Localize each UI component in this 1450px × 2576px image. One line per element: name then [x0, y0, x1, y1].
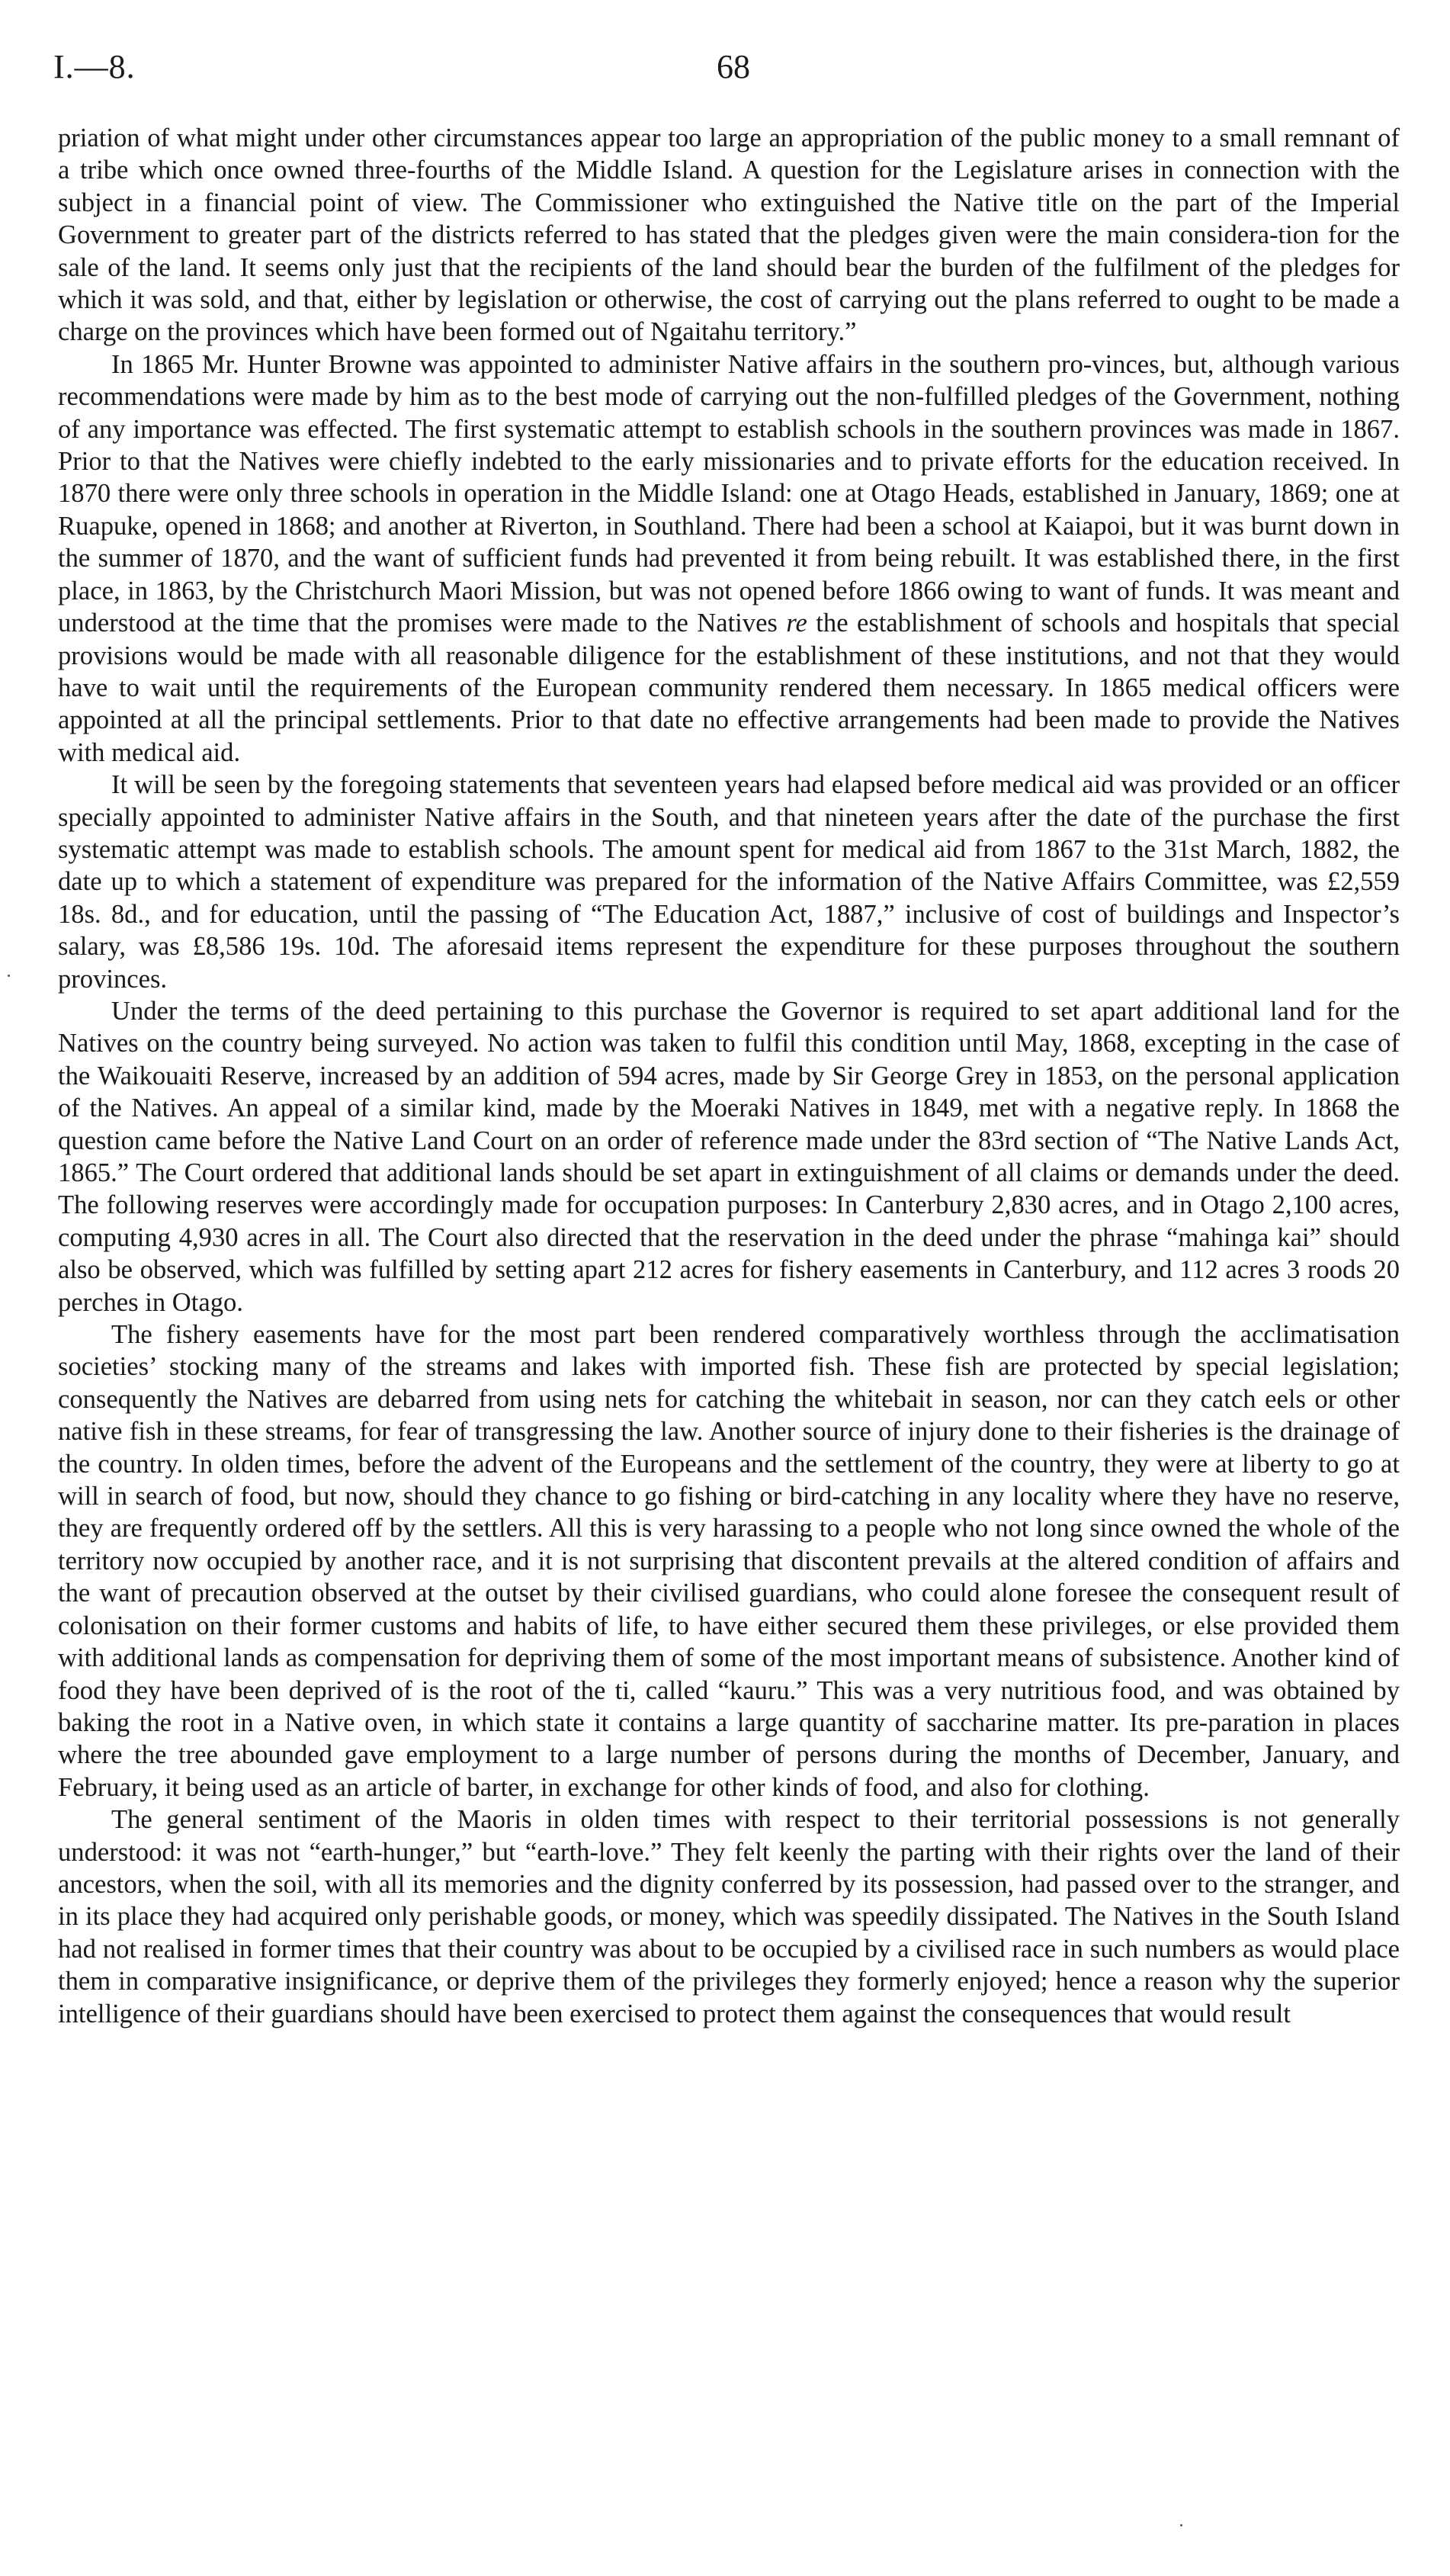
paragraph-1-continued: priation of what might under other circumstances appear too large an appropriation of the public money to a small remnant of a tribe which once owned three-fourths of the Middle Island. A question for the Legislature arises in connection with the subject in a financial point of view. The Commissioner who extinguished the Native title on the part of the Imperial Government to greater part of the districts referred to has stated that the pledges given were the main considera-tion for the sale of the land. It seems only just that the recipients of the land should bear the burden of the fulfilment of the pledges for which it was sold, and that, either by legislation or otherwise, the cost of carrying out the plans referred to ought to be made a charge on the provinces which have been formed out of Ngaitahu territory.”: [58, 124, 1400, 347]
page-number: 68: [717, 48, 750, 85]
paragraph-5: The fishery easements have for the most part been rendered comparatively worthless through the acclimatisation societies’ stocking many of the streams and lakes with imported fish. These fish are protected by special legislation; consequently the Natives are debarred from using nets for catching the whitebait in season, nor can they catch eels or other native fish in these streams, for fear of transgressing the law. Another source of injury done to their fisheries is the drainage of the country. In olden times, before the advent of the Europeans and the settlement of the country, they were at liberty to go at will in search of food, but now, should they chance to go fishing or bird-catching in any locality where they have no reserve, they are frequently ordered off by the settlers. All this is very harassing to a people who not long since owned the whole of the territory now occupied by another race, and it is not surprising that discontent prevails at the altered condition of affairs and the want of precaution observed at the outset by their civilised guardians, who could alone foresee the consequent result of colonisation on their former customs and habits of life, to have either secured them these privileges, or else provided them with additional lands as compensation for depriving them of some of the most important means of subsistence. Another kind of food they have been deprived of is the root of the ti, called “kauru.” This was a very nutritious food, and was obtained by baking the root in a Native oven, in which state it contains a large quantity of saccharine matter. Its pre-paration in places where the tree abounded gave employment to a large number of persons during the months of December, January, and February, it being used as an article of barter, in exchange for other kinds of food, and also for clothing.: [58, 1320, 1400, 1802]
scan-speck: [8, 975, 10, 977]
paragraph-2: In 1865 Mr. Hunter Browne was appointed to administer Native affairs in the southern pro-vinces, but, although various recommendations were made by him as to the best mode of carrying out the non-fulfilled pledges of the Government, nothing of any importance was effected. The first systematic attempt to establish schools in the southern provinces was made in 1867. Prior to that the Natives were chiefly indebted to the early missionaries and to private efforts for the education received. In 1870 there were only three schools in operation in the Middle Island: one at Otago Heads, established in January, 1869; one at Ruapuke, opened in 1868; and another at Riverton, in Southland. There had been a school at Kaiapoi, but it was burnt down in the summer of 1870, and the want of sufficient funds had prevented it from being rebuilt. It was established there, in the first place, in 1863, by the Christchurch Maori Mission, but was not opened before 1866 owing to want of funds. It was meant and understood at the time that the promises were made to the Natives re the establishment of schools and hospitals that special provisions would be made with all reasonable diligence for the establishment of these institutions, and not that they would have to wait until the requirements of the European community rendered them necessary. In 1865 medical officers were appointed at all the principal settlements. Prior to that date no effective arrangements had been made to provide the Natives with medical aid.: [58, 349, 1400, 767]
body-text: [58, 122, 1400, 2030]
scan-speck: [1180, 2524, 1182, 2526]
paragraph-3: It will be seen by the foregoing statements that seventeen years had elapsed before medical aid was provided or an officer specially appointed to administer Native affairs in the South, and that nineteen years after the date of the purchase the first systematic attempt was made to establish schools. The amount spent for medical aid from 1867 to the 31st March, 1882, the date up to which a statement of expenditure was prepared for the information of the Native Affairs Committee, was £2,559 18s. 8d., and for education, until the passing of “The Education Act, 1887,” inclusive of cost of buildings and Inspector’s salary, was £8,586 19s. 10d. The aforesaid items represent the expenditure for these purposes throughout the southern provinces.: [58, 770, 1400, 994]
document-reference: I.—8.: [53, 48, 136, 85]
paragraph-6: The general sentiment of the Maoris in olden times with respect to their territorial possessions is not generally understood: it was not “earth-hunger,” but “earth-love.” They felt keenly the parting with their rights over the land of their ancestors, when the soil, with all its memories and the dignity conferred by its possession, had passed over to the stranger, and in its place they had acquired only perishable goods, or money, which was speedily dissipated. The Natives in the South Island had not realised in former times that their country was about to be occupied by a civilised race in such numbers as would place them in comparative insignificance, or deprive them of the privileges they formerly enjoyed; hence a reason why the superior intelligence of their guardians should have been exercised to protect them against the consequences that would result: [58, 1805, 1400, 2028]
page-header: [53, 47, 1397, 93]
paragraph-4: Under the terms of the deed pertaining to this purchase the Governor is required to set apart additional land for the Natives on the country being surveyed. No action was taken to fulfil this condition until May, 1868, excepting in the case of the Waikouaiti Reserve, increased by an addition of 594 acres, made by Sir George Grey in 1853, on the personal application of the Natives. An appeal of a similar kind, made by the Moeraki Natives in 1849, met with a negative reply. In 1868 the question came before the Native Land Court on an order of reference made under the 83rd section of “The Native Lands Act, 1865.” The Court ordered that additional lands should be set apart in extinguishment of all claims or demands under the deed. The following reserves were accordingly made for occupation purposes: In Canterbury 2,830 acres, and in Otago 2,100 acres, computing 4,930 acres in all. The Court also directed that the reservation in the deed under the phrase “mahinga kai” should also be observed, which was fulfilled by setting apart 212 acres for fishery easements in Canterbury, and 112 acres 3 roods 20 perches in Otago.: [58, 996, 1400, 1317]
italic-re: re: [786, 609, 807, 638]
